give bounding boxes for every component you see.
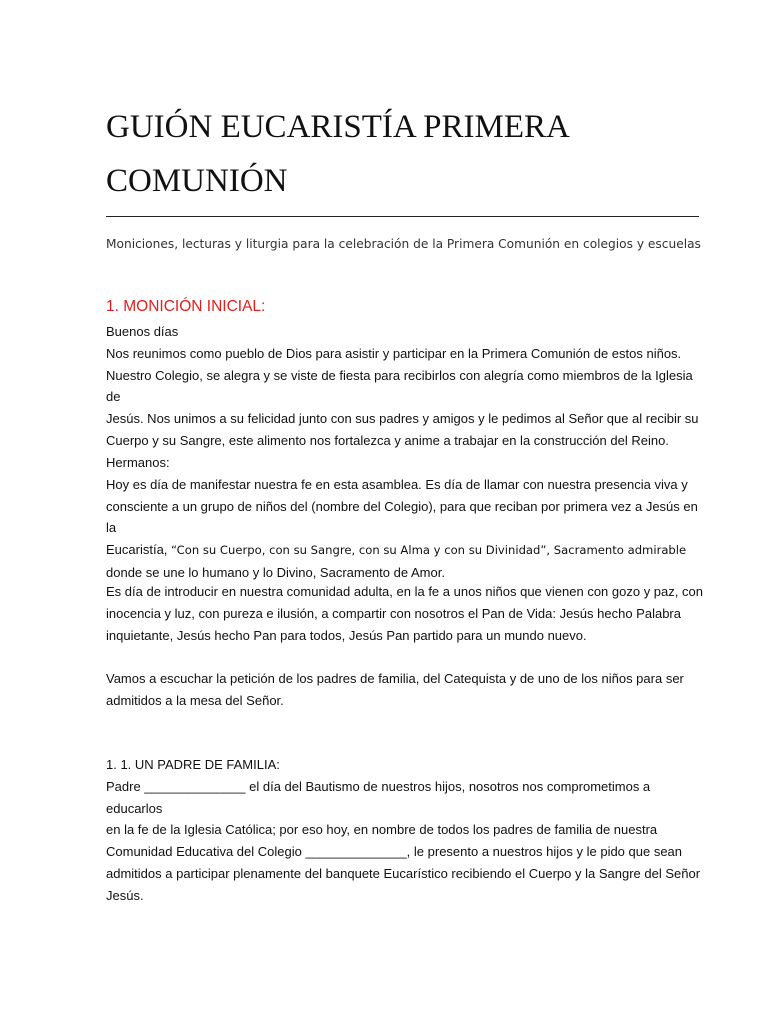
- paragraph-line: admitidos a participar plenamente del banquete Eucarístico recibiendo el Cuerpo y la Sangre del Señor: [106, 865, 701, 881]
- paragraph-line: Hoy es día de manifestar nuestra fe en esta asamblea. Es día de llamar con nuestra presencia viva y: [106, 476, 688, 492]
- hermanos-line: Hermanos:: [106, 455, 170, 470]
- document-subtitle: Moniciones, lecturas y liturgia para la celebración de la Primera Comunión en colegios y escuelas: [106, 237, 701, 251]
- section-body-paragraph-3: [106, 581, 706, 646]
- section-body-paragraph-4: [106, 668, 706, 712]
- document-title: [106, 100, 706, 208]
- paragraph-line: Es día de introducir en nuestra comunidad adulta, en la fe a unos niños que vienen con gozo y paz, con: [106, 584, 703, 599]
- paragraph-line: Padre ______________ el día del Bautismo de nuestros hijos, nosotros nos comprometimos a educarlos: [106, 778, 651, 816]
- paragraph-line: Jesús. Nos unimos a su felicidad junto con sus padres y amigos y le pedimos al Señor que al recibir su: [106, 411, 699, 427]
- subsection-padre-de-familia: [106, 754, 706, 907]
- paragraph-line: Jesús.: [106, 887, 144, 903]
- paragraph-line: admitidos a la mesa del Señor.: [106, 692, 284, 708]
- paragraph-line: en la fe de la Iglesia Católica; por eso hoy, en nombre de todos los padres de familia de nuestra: [106, 822, 658, 838]
- paragraph-fragment: Eucaristía,: [106, 542, 172, 558]
- paragraph-line: Nuestro Colegio, se alegra y se viste de fiesta para recibirlos con alegría como miembros de la Iglesia de: [106, 367, 693, 405]
- paragraph-line: Cuerpo y su Sangre, este alimento nos fortalezca y anime a trabajar en la construcción del Reino.: [106, 432, 669, 448]
- section-body-monicion-inicial: [106, 321, 706, 452]
- section-body-hermanos: [106, 452, 706, 584]
- paragraph-line: consciente a un grupo de niños del (nombre del Colegio), para que reciban por primera vez a Jesús en la: [106, 498, 698, 536]
- paragraph-line: Comunidad Educativa del Colegio ______________, le presento a nuestros hijos y le pido que sean: [106, 844, 683, 860]
- subsection-heading: 1. 1. UN PADRE DE FAMILIA:: [106, 757, 280, 772]
- title-line-2: COMUNIÓN: [106, 163, 288, 199]
- paragraph-line: Vamos a escuchar la petición de los padres de familia, del Catequista y de uno de los niños para ser: [106, 671, 684, 686]
- section-heading-monicion-inicial: 1. MONICIÓN INICIAL:: [106, 298, 266, 315]
- paragraph-line: inquietante, Jesús hecho Pan para todos, Jesús Pan partido para un mundo nuevo.: [106, 627, 587, 643]
- paragraph-line: inocencia y luz, con pureza e ilusión, a compartir con nosotros el Pan de Vida: Jesús hecho Palabra: [106, 605, 681, 621]
- paragraph-line: Nos reunimos como pueblo de Dios para asistir y participar en la Primera Comunión de estos niños.: [106, 345, 682, 361]
- quoted-fragment: “Con su Cuerpo, con su Sangre, con su Alma y con su Divinidad”, Sacramento admirable: [171, 543, 687, 558]
- title-line-1: GUIÓN EUCARISTÍA PRIMERA: [106, 109, 570, 145]
- paragraph-line: [106, 539, 706, 562]
- greeting-line: Buenos días: [106, 324, 179, 339]
- title-divider: [106, 216, 699, 217]
- paragraph-line: donde se une lo humano y lo Divino, Sacramento de Amor.: [106, 564, 445, 580]
